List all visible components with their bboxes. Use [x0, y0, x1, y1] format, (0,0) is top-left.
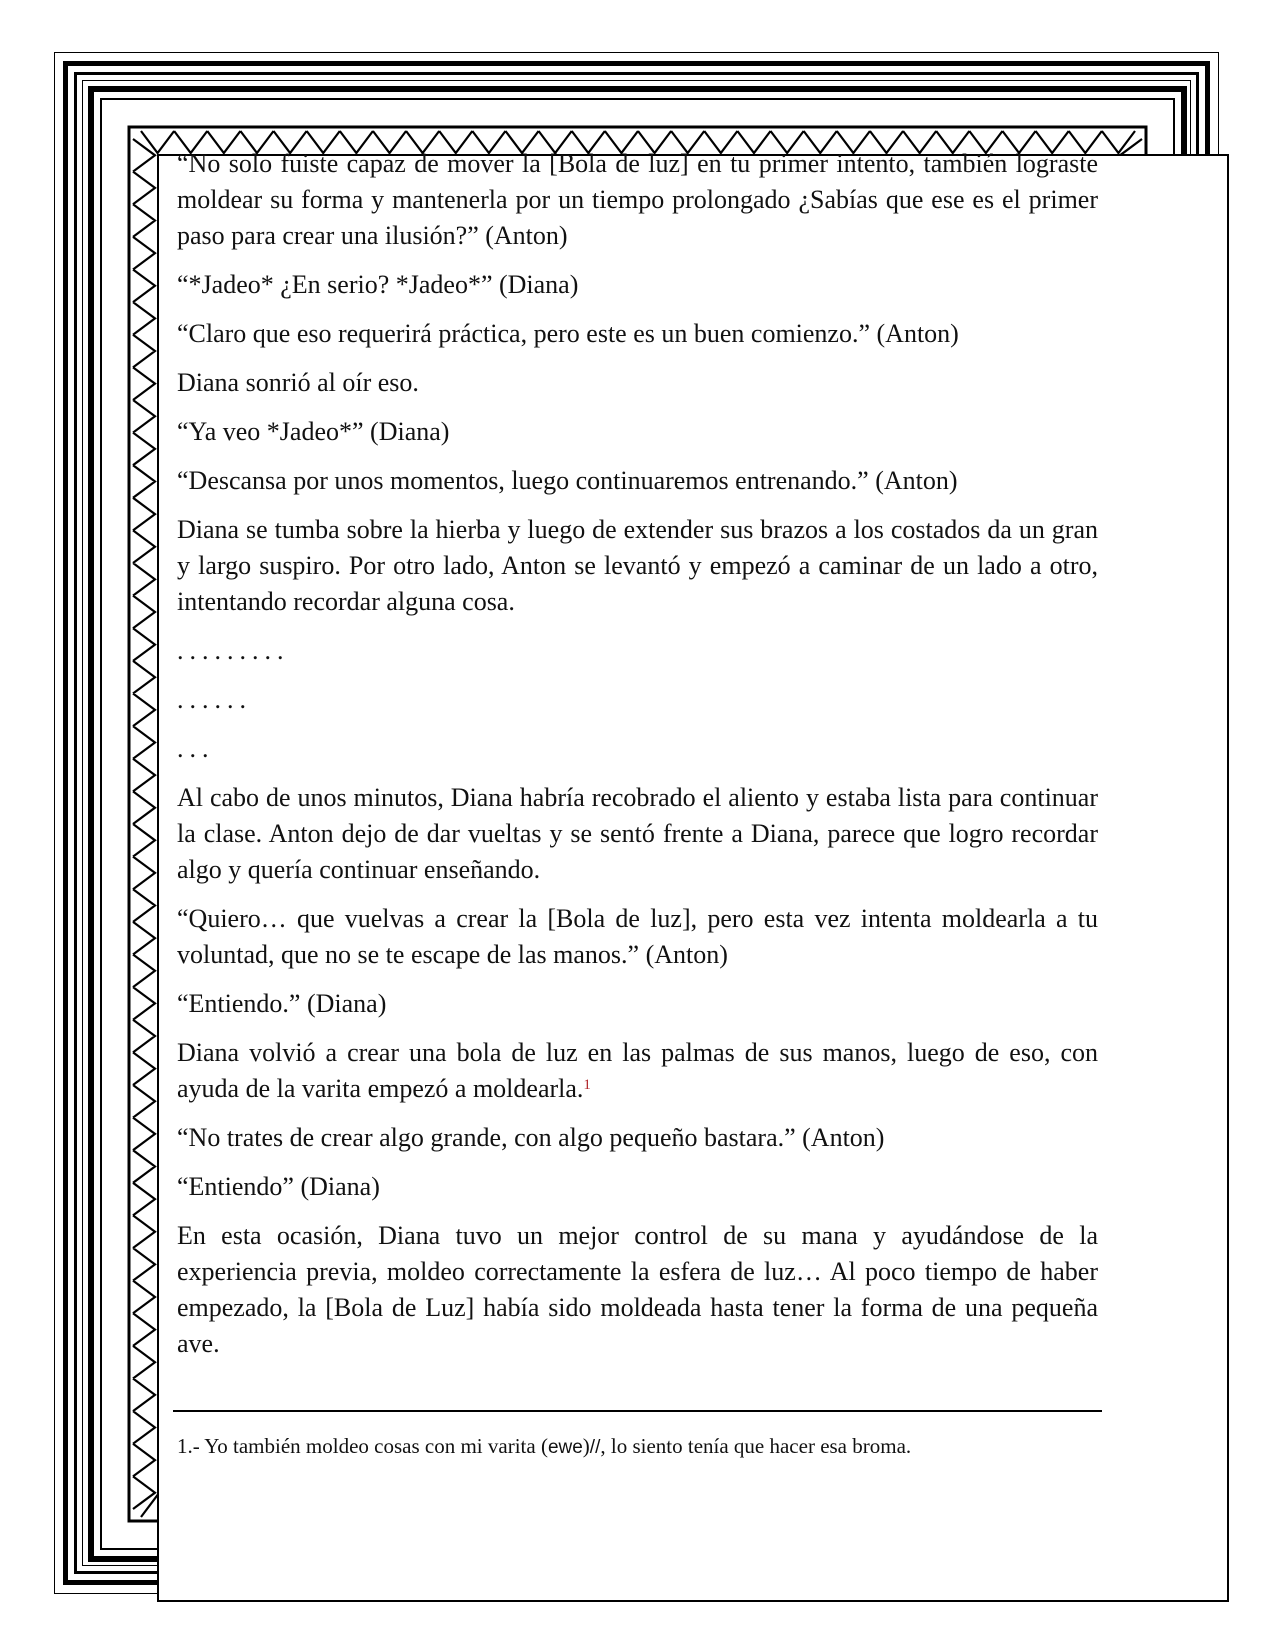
paragraph: En esta ocasión, Diana tuvo un mejor control de su mana y ayudándose de la experiencia previa, moldeo correctamente la esfera de luz… Al poco tiempo de haber empezado, la [Bola de Luz] había sido moldeada hasta tener la forma de una pequeña ave. — [177, 1221, 1098, 1358]
footnote-text-end: , lo siento tenía que hacer esa broma. — [600, 1434, 912, 1458]
paragraph: Diana se tumba sobre la hierba y luego de extender sus brazos a los costados da un gran y largo suspiro. Por otro lado, Anton se levantó y empezó a caminar de un lado a otro, intentando recordar alguna cosa. — [177, 515, 1098, 616]
scene-break: ... — [177, 734, 215, 763]
footnote-text-middle: ) — [582, 1434, 590, 1458]
paragraph: “Ya veo *Jadeo*” (Diana) — [177, 417, 450, 446]
footnote-emote: ewe — [547, 1437, 583, 1458]
paragraph: Al cabo de unos minutos, Diana habría recobrado el aliento y estaba lista para continuar la clase. Anton dejo de dar vueltas y se sentó frente a Diana, parece que logro recordar algo y quería continuar enseñando. — [177, 783, 1098, 884]
footnote-text-start: 1.- Yo también moldeo cosas con mi varita ( — [177, 1434, 548, 1458]
paragraph: Diana sonrió al oír eso. — [177, 368, 419, 397]
footnote-slashes: // — [589, 1437, 601, 1458]
paragraph: “No solo fuiste capaz de mover la [Bola de luz] en tu primer intento, también lograste moldear su forma y mantenerla por un tiempo prolongado ¿Sabías que ese es el primer paso para crear una ilusión?” (Anton) — [177, 149, 1098, 250]
footnote-marker[interactable]: 1 — [583, 1077, 591, 1093]
footnote — [177, 1432, 1098, 1462]
paragraph: “Descansa por unos momentos, luego continuaremos entrenando.” (Anton) — [177, 466, 958, 495]
paragraph: “Quiero… que vuelvas a crear la [Bola de luz], pero esta vez intenta moldearla a tu voluntad, que no se te escape de las manos.” (Anton) — [177, 904, 1098, 969]
footnote-divider — [173, 1410, 1102, 1412]
scene-break: ......... — [177, 636, 290, 665]
paragraph: “No trates de crear algo grande, con algo pequeño bastara.” (Anton) — [177, 1123, 885, 1152]
paragraph: “Claro que eso requerirá práctica, pero este es un buen comienzo.” (Anton) — [177, 319, 959, 348]
paragraph: “Entiendo” (Diana) — [177, 1172, 380, 1201]
paragraph: “*Jadeo* ¿En serio? *Jadeo*” (Diana) — [177, 270, 579, 299]
paragraph-text: Diana volvió a crear una bola de luz en las palmas de sus manos, luego de eso, con ayuda de la varita empezó a moldearla. — [177, 1038, 1098, 1103]
paragraph: “Entiendo.” (Diana) — [177, 989, 387, 1018]
scene-break: ...... — [177, 685, 252, 714]
paragraph-with-footnote — [177, 1035, 1098, 1107]
page-body — [177, 146, 1098, 1375]
